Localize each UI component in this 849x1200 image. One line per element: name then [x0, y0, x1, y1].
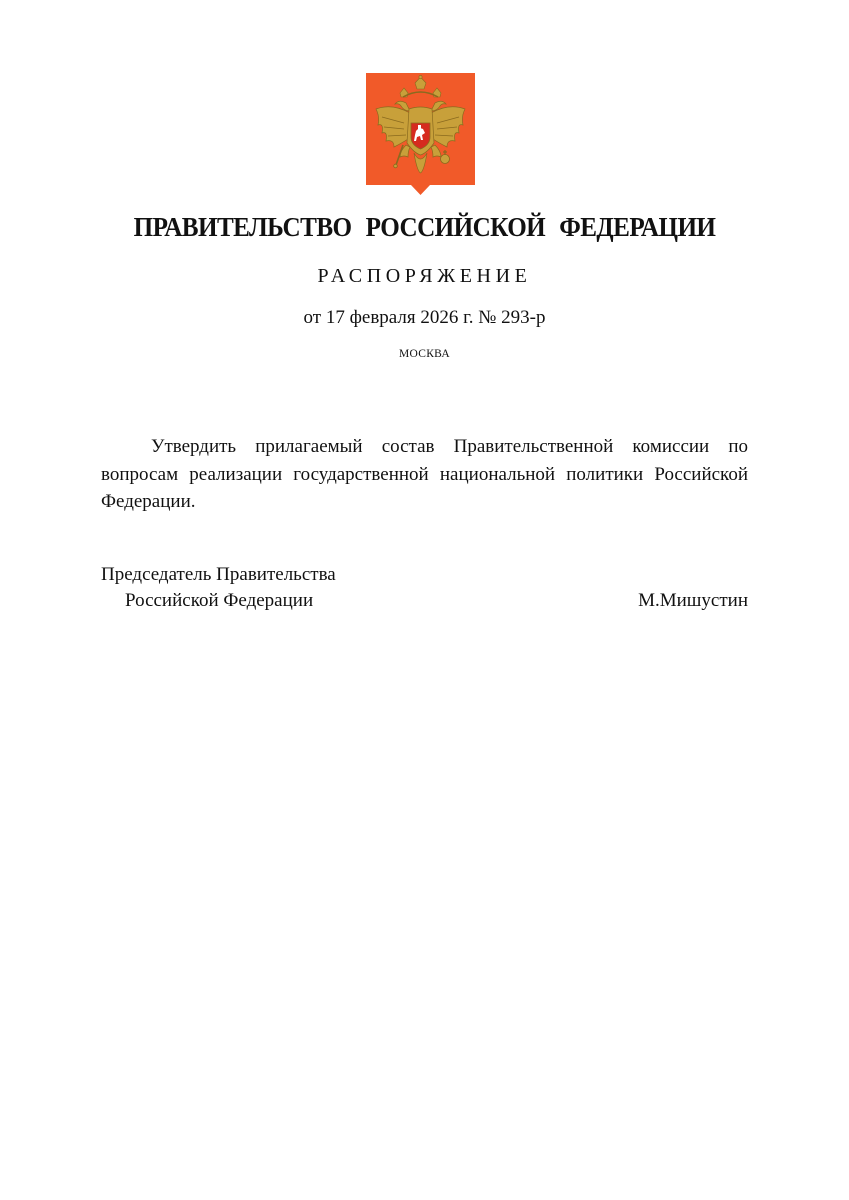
signatory-name: М.Мишустин: [638, 590, 748, 611]
signatory-position-line1: Председатель Правительства: [101, 564, 336, 585]
signatory-position-line2: Российской Федерации: [125, 590, 314, 611]
document-city: МОСКВА: [398, 348, 451, 360]
order-paragraph: Утвердить прилагаемый состав Правительственной комиссии по вопросам реализации государственной национальной политики Российской Федерации.: [101, 436, 748, 512]
document-date-number: от 17 февраля 2026 г. № 293-р: [303, 307, 546, 328]
organization-title: ПРАВИТЕЛЬСТВО РОССИЙСКОЙ ФЕДЕРАЦИИ: [133, 212, 716, 242]
signatory-position: [101, 562, 401, 614]
coat-of-arms-emblem: [366, 73, 475, 195]
document-type: РАСПОРЯЖЕНИЕ: [317, 265, 532, 287]
coat-of-arms-icon: [366, 73, 475, 195]
